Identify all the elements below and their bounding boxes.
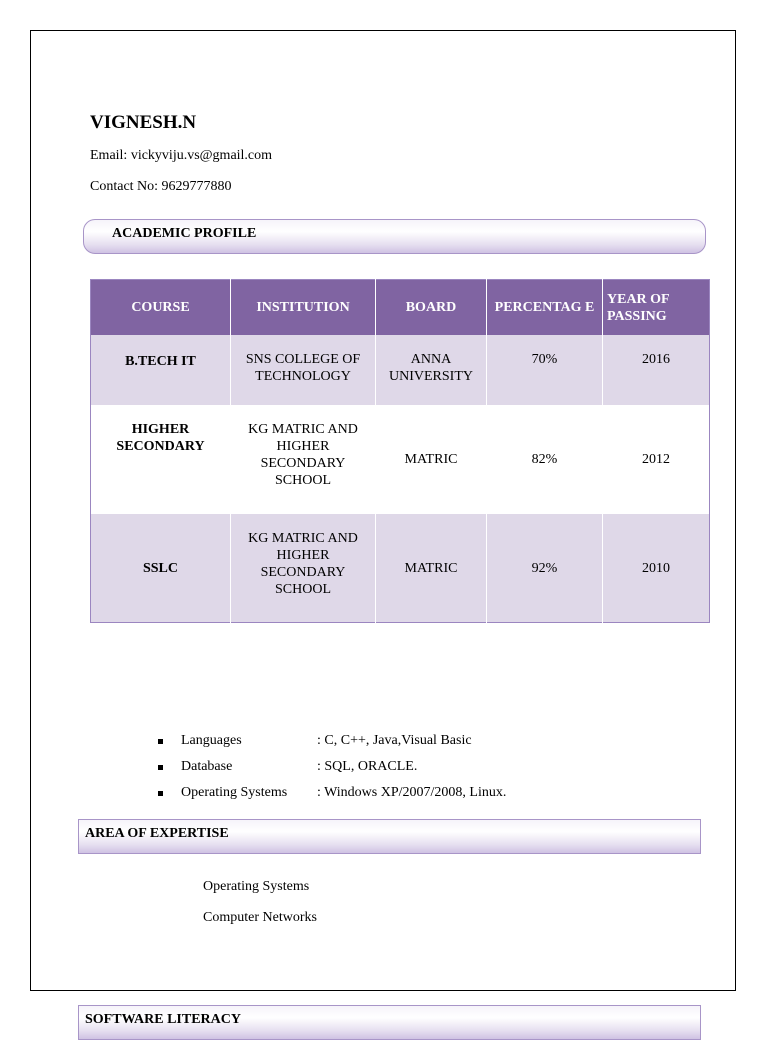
software-literacy-heading [78,1005,701,1040]
list-item: Operating Systems [203,879,310,894]
cell-percentage: 70% [487,335,603,405]
square-bullet-icon [158,739,163,744]
skill-value: : SQL, ORACLE. [317,759,418,774]
academic-profile-heading [83,219,706,254]
table-row [91,405,710,514]
list-item [158,754,506,780]
skills-list [158,728,506,806]
skill-name: Operating Systems [181,785,288,800]
cell-course: HIGHER SECONDARY [91,405,231,514]
cell-course: SSLC [91,514,231,623]
software-literacy-title: SOFTWARE LITERACY [85,1012,241,1027]
square-bullet-icon [158,765,163,770]
cell-institution: KG MATRIC AND HIGHER SECONDARY SCHOOL [231,405,376,514]
academic-profile-title: ACADEMIC PROFILE [112,226,257,241]
area-of-expertise-title: AREA OF EXPERTISE [85,826,229,841]
list-item [158,728,506,754]
square-bullet-icon [158,791,163,796]
skill-name: Languages [181,733,242,748]
table-row [91,514,710,623]
cell-institution: SNS COLLEGE OF TECHNOLOGY [231,335,376,405]
cell-year: 2016 [603,335,710,405]
cell-board: MATRIC [376,514,487,623]
cell-year: 2010 [603,514,710,623]
email-line: Email: vickyviju.vs@gmail.com [90,148,273,163]
area-of-expertise-heading [78,819,701,854]
list-item [158,780,506,806]
table-header-row [91,280,710,336]
column-header-percentage: PERCENTAG E [487,280,603,336]
cell-board: MATRIC [376,405,487,514]
cell-institution: KG MATRIC AND HIGHER SECONDARY SCHOOL [231,514,376,623]
cell-percentage: 82% [487,405,603,514]
table-row [91,335,710,405]
list-item: Computer Networks [203,910,317,925]
contact-number-line: Contact No: 9629777880 [90,179,232,194]
column-header-board: BOARD [376,280,487,336]
column-header-course: COURSE [91,280,231,336]
cell-percentage: 92% [487,514,603,623]
column-header-institution: INSTITUTION [231,280,376,336]
skill-value: : Windows XP/2007/2008, Linux. [317,785,507,800]
academic-table [90,279,710,623]
expertise-list [203,879,317,941]
candidate-name: VIGNESH.N [90,112,197,133]
skill-name: Database [181,759,233,774]
cell-board: ANNA UNIVERSITY [376,335,487,405]
column-header-year: YEAR OF PASSING [603,280,710,336]
skill-value: : C, C++, Java,Visual Basic [317,733,472,748]
cell-course: B.TECH IT [91,335,231,405]
cell-year: 2012 [603,405,710,514]
